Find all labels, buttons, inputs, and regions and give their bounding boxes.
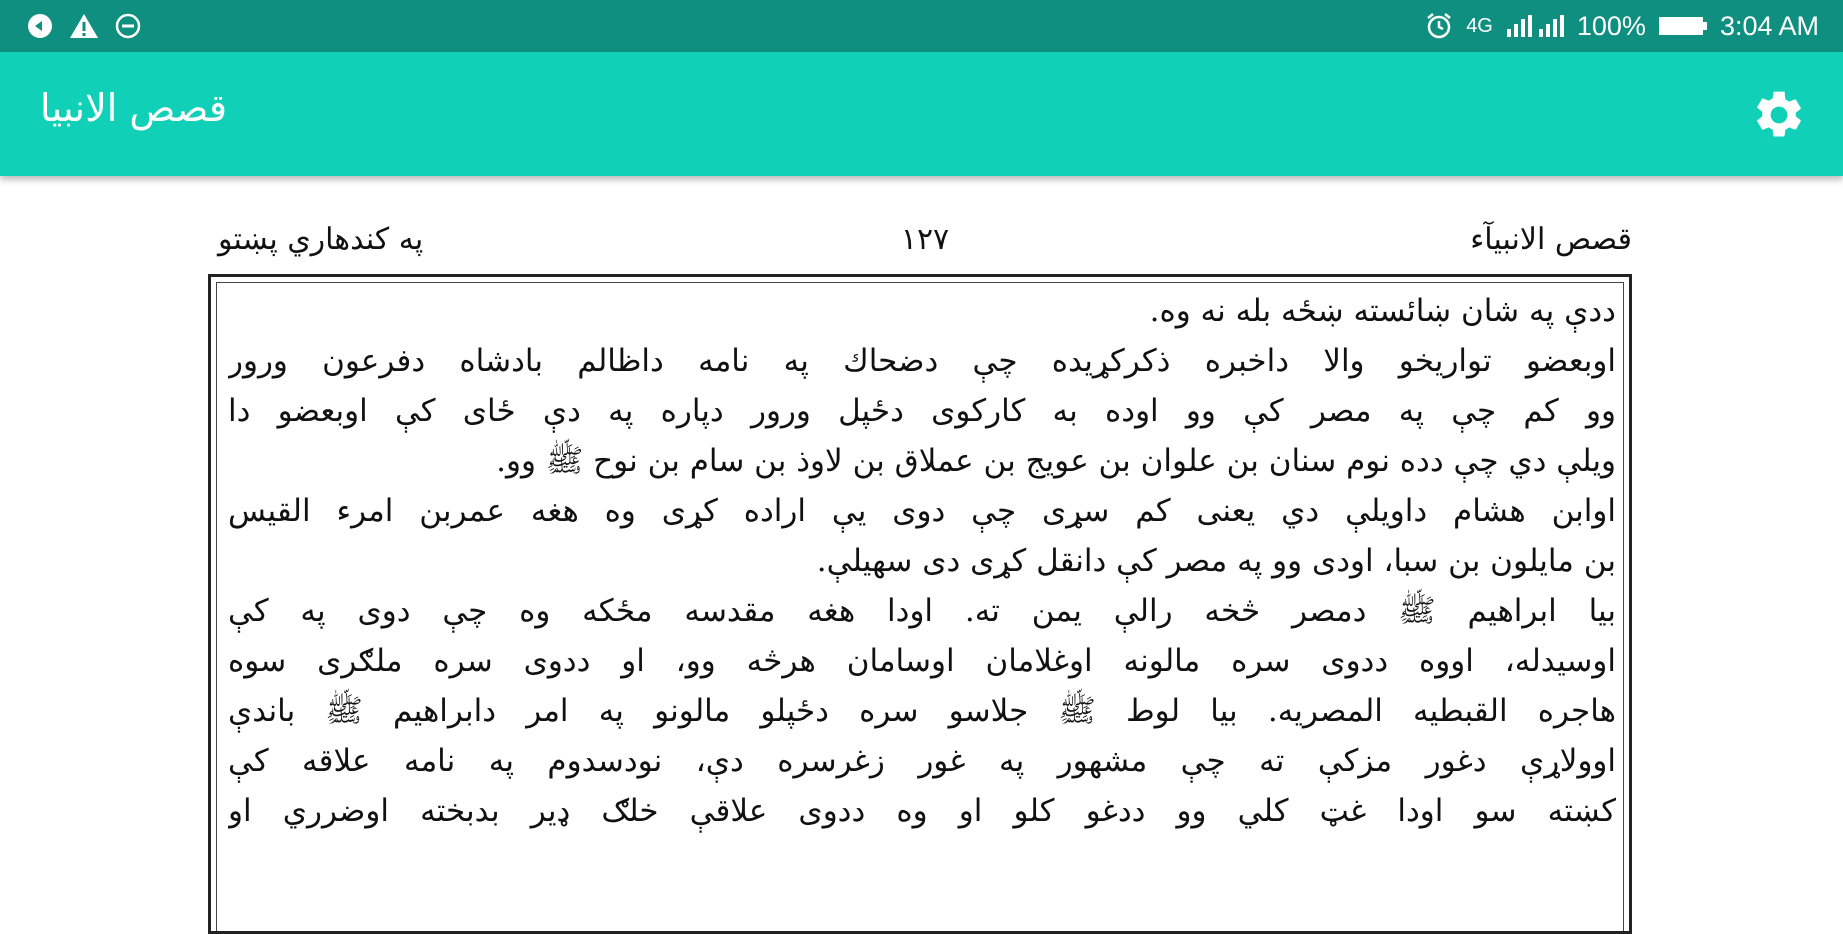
text-line: اوسیدله، اووه ددوی سره مالونه اوغلامان اوسامان هرڅه وو، او ددوی سره ملګری سوه (228, 643, 1616, 679)
text-line: اوابن هشام داویلې دي یعنی کم سړی چې دوی یې اراده کړی وه هغه عمربن امرء القیس (228, 493, 1616, 529)
page-header (218, 222, 1632, 268)
text-line: اوبعضو تواریخو والا داخبره ذکرکړیده چې دضحاك په نامه داظالم بادشاه دفرعون ورور (228, 343, 1616, 379)
battery-icon (1658, 15, 1708, 37)
alarm-icon (1424, 11, 1454, 41)
battery-percent: 100% (1576, 10, 1646, 41)
warning-icon (68, 12, 100, 40)
status-bar (0, 0, 1843, 52)
text-line: اوولاړې دغور مزکې ته چې مشهور په غور زغرسره دې، نودسدوم په نامه علاقه کې (228, 743, 1616, 779)
text-line: کښته سو اودا غټ کلي وو ددغو کلو او وه ددوی علاقې خلګ ډیر بدبخته اوضرري او (228, 793, 1616, 829)
text-line: بیا ابراهیم ﷺ دمصر څخه رالې یمن ته. اودا هغه مقدسه مځکه وه چې دوی په کې (228, 593, 1616, 629)
signal-icon (1505, 13, 1565, 39)
clock: 3:04 AM (1719, 10, 1819, 41)
gear-icon (1751, 128, 1807, 147)
network-type: 4G (1466, 14, 1493, 37)
status-indicators (1424, 9, 1819, 43)
app-bar (0, 52, 1843, 176)
page-body (228, 286, 1616, 836)
book-title-header: قصص الانبیآء (1470, 222, 1632, 257)
text-line: هاجره القبطیه المصریه. بیا لوط ﷺ جلاسو سره دځپلو مالونو په امر دابراهیم ﷺ باندې (228, 693, 1616, 729)
notification-dot-icon (26, 12, 54, 40)
text-line: بن مایلون بن سبا، اودی وو په مصر کې دانقل کړی دی سهیلې. (816, 543, 1616, 579)
status-notifications (26, 12, 142, 40)
page-number: ۱۲۷ (900, 222, 950, 257)
text-line: وو کم چې په مصر کې وو اوده به کارکوی دځپل ورور دپاره په دې ځای کې اوبعضو دا (228, 393, 1616, 429)
text-line: ویلې دي چې دده نوم سنان بن علوان بن عویج بن عملاق بن لاوذ بن سام بن نوح ﷺ وو. (496, 443, 1616, 479)
language-header: په کندهاري پښتو (218, 222, 424, 257)
text-line: ددې په شان ښائسته ښځه بله نه وه. (1149, 293, 1616, 329)
app-title: قصص الانبیا (40, 86, 228, 130)
blocked-icon (114, 12, 142, 40)
settings-button[interactable] (1751, 87, 1807, 143)
